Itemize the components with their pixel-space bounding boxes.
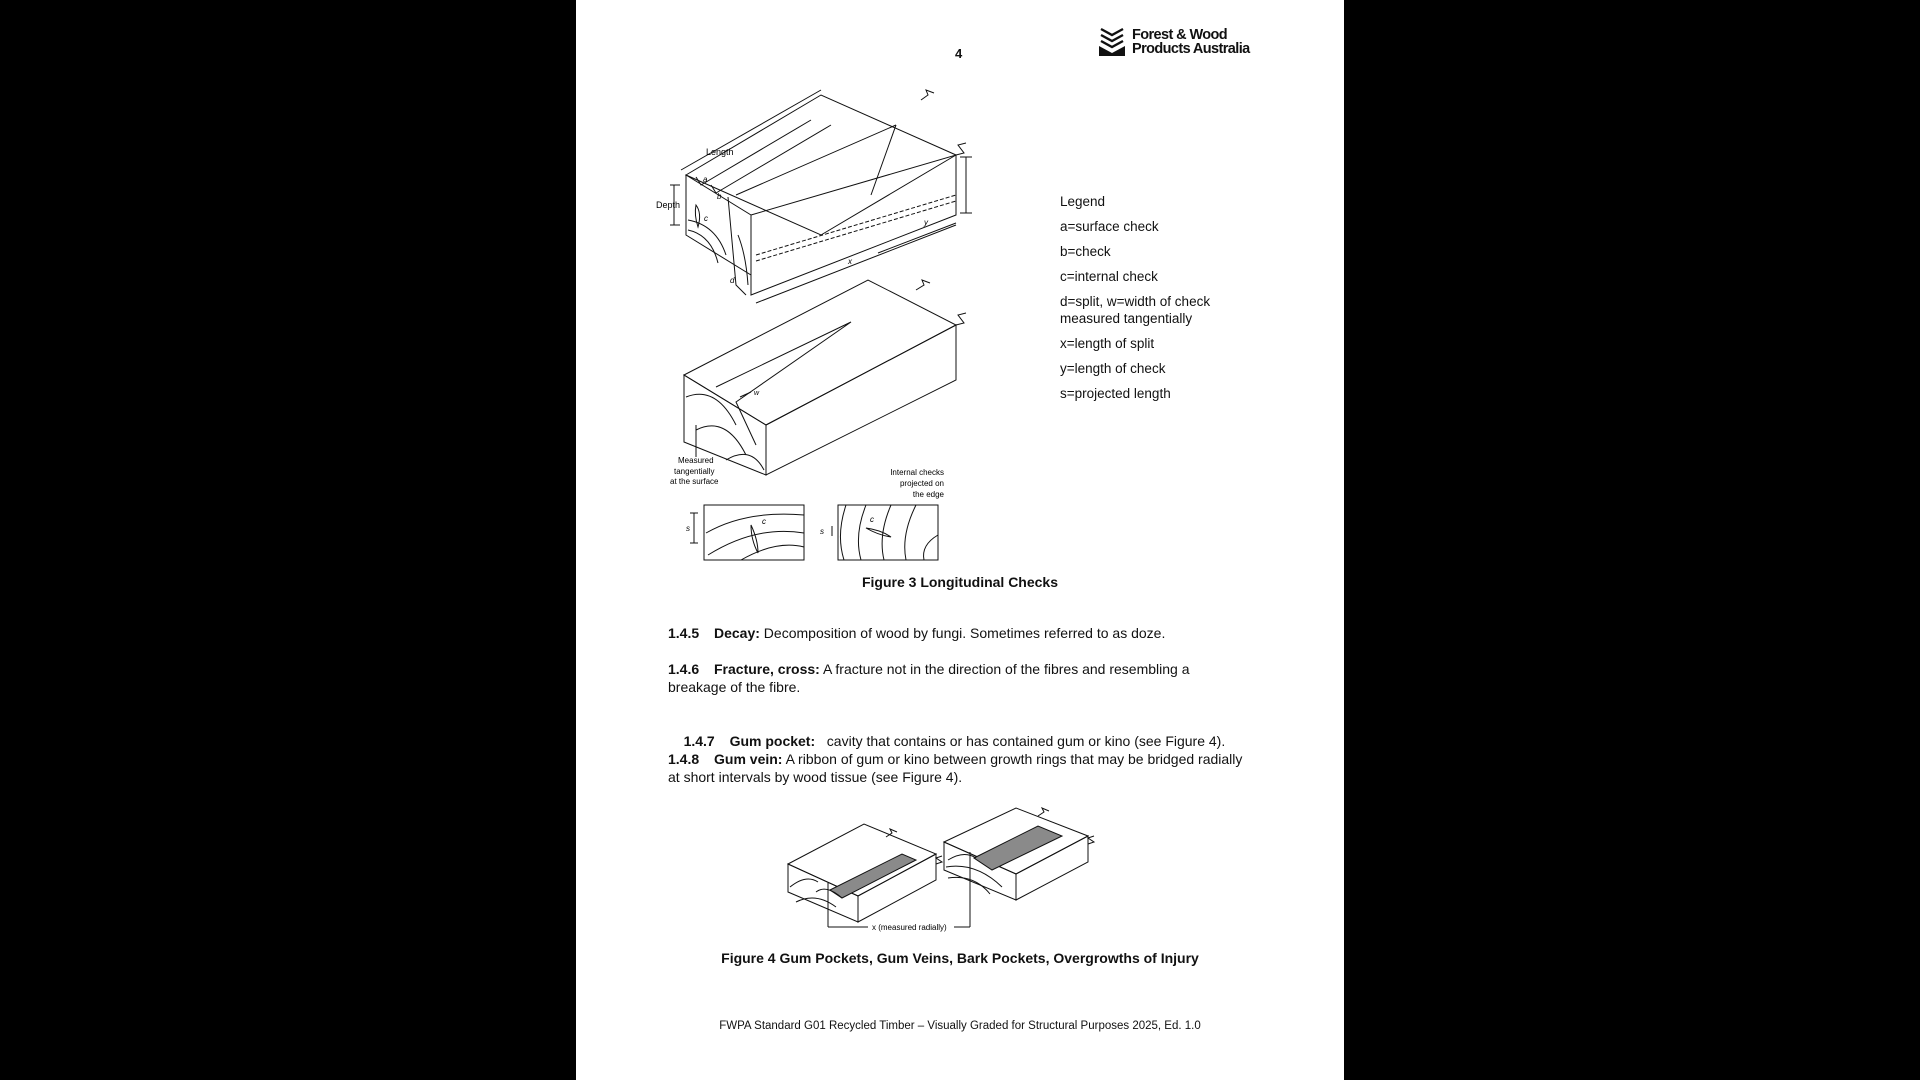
- internal-checks-label-3: the edge: [912, 490, 944, 499]
- fwpa-logo: [1098, 27, 1258, 59]
- definition-gum-vein: [668, 750, 1248, 786]
- legend-item: x=length of split: [1060, 336, 1155, 351]
- label-x: x: [848, 257, 852, 266]
- label-d: d: [730, 276, 735, 285]
- label-w: w: [754, 390, 760, 397]
- label-s-1: s: [686, 524, 690, 533]
- legend-item: y=length of check: [1060, 361, 1166, 376]
- measured-label-2: tangentially: [674, 467, 715, 476]
- legend-item: a=surface check: [1060, 219, 1159, 234]
- logo-line-1: Forest & Wood: [1132, 27, 1228, 43]
- length-label: Length: [706, 147, 734, 157]
- internal-checks-label-2: projected on: [899, 479, 944, 488]
- definition-text: cavity that contains or has contained gum or kino (see Figure 4).: [815, 733, 1226, 749]
- definition-text: Decomposition of wood by fungi. Sometimes referred to as doze.: [759, 625, 1166, 641]
- term: Fracture, cross:: [714, 661, 820, 677]
- label-b: b: [717, 192, 722, 201]
- page-number: 4: [955, 46, 963, 61]
- definition-text: A fracture not in the direction of the fibres and resembling a breakage of the fibre.: [668, 661, 1190, 695]
- figure-4-caption: Figure 4 Gum Pockets, Gum Veins, Bark Pockets, Overgrowths of Injury: [721, 950, 1199, 966]
- legend-title: Legend: [1060, 194, 1106, 209]
- section-number: 1.4.5: [668, 625, 700, 641]
- label-y: y: [924, 218, 928, 227]
- label-c-2: c: [762, 517, 766, 526]
- label-s-2: s: [820, 527, 824, 536]
- internal-checks-label-1: Internal checks: [890, 468, 944, 477]
- label-c: c: [704, 214, 708, 223]
- definition-decay: [668, 624, 1248, 642]
- measured-label-3: at the surface: [670, 477, 719, 486]
- term: Decay:: [714, 625, 760, 641]
- legend-item: s=projected length: [1060, 386, 1171, 401]
- term: Gum pocket:: [729, 733, 816, 749]
- label-a: a: [703, 175, 708, 184]
- measured-label-1: Measured: [678, 456, 714, 465]
- section-number: 1.4.7: [683, 733, 715, 749]
- section-number: 1.4.8: [668, 751, 700, 767]
- legend-item: b=check: [1060, 244, 1111, 259]
- page-footer: FWPA Standard G01 Recycled Timber – Visually Graded for Structural Purposes 2025, Ed. 1.0: [719, 1020, 1201, 1032]
- figure-3-longitudinal-checks-diagram: [656, 85, 996, 565]
- figure-3-caption: Figure 3 Longitudinal Checks: [861, 574, 1059, 590]
- term: Gum vein:: [714, 751, 783, 767]
- legend-item: d=split, w=width of check measured tangentially: [1060, 294, 1211, 326]
- document-page: [576, 0, 1344, 1080]
- figure-3-legend: [1060, 193, 1240, 410]
- chevron-stack-logo-icon: [1098, 27, 1128, 57]
- section-number: 1.4.6: [668, 661, 700, 677]
- legend-item: c=internal check: [1060, 269, 1158, 284]
- label-c-3: c: [870, 515, 874, 524]
- measured-radially-label: x (measured radially): [872, 923, 947, 932]
- definition-fracture-cross: [668, 660, 1248, 696]
- figure-4-gum-pockets-diagram: [776, 792, 1106, 942]
- depth-label: Depth: [656, 200, 681, 210]
- definition-text: A ribbon of gum or kino between growth rings that may be bridged radially at short intervals by wood tissue (see Figure 4).: [668, 751, 1243, 785]
- logo-line-2: Products Australia: [1132, 41, 1250, 57]
